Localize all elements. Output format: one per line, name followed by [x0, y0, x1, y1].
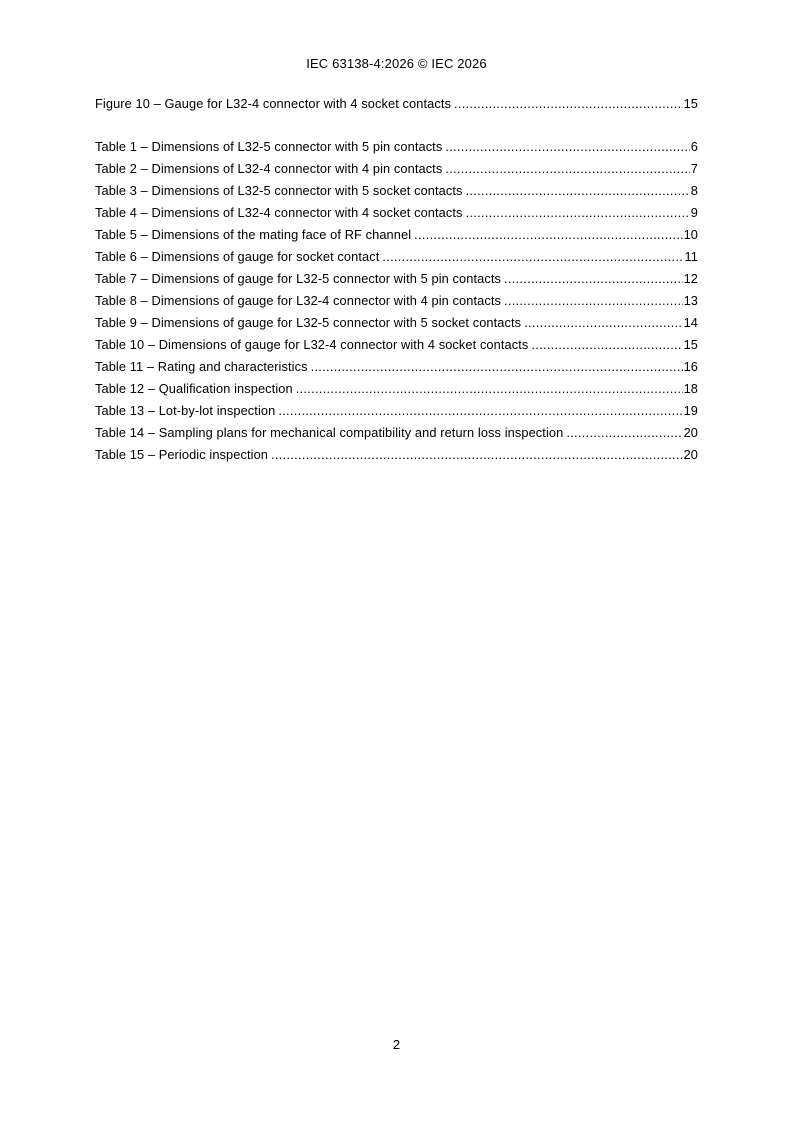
toc-entry-label: Table 11 – Rating and characteristics [95, 359, 308, 374]
dot-leader [566, 422, 682, 444]
toc-entry-label: Table 3 – Dimensions of L32-5 connector with 5 socket contacts [95, 183, 463, 198]
toc-entry-label: Table 4 – Dimensions of L32-4 connector with 4 socket contacts [95, 205, 463, 220]
toc-entry-table-3[interactable] [95, 180, 698, 202]
toc-entry-table-5[interactable] [95, 224, 698, 246]
toc-entry-page: 20 [683, 425, 698, 440]
toc-entry-page: 19 [683, 403, 698, 418]
toc-entry-table-8[interactable] [95, 290, 698, 312]
toc-entry-page: 14 [683, 315, 698, 330]
toc-entry-page: 9 [690, 205, 698, 220]
dot-leader [382, 246, 683, 268]
toc-entry-table-10[interactable] [95, 334, 698, 356]
toc-entry-label: Table 9 – Dimensions of gauge for L32-5 connector with 5 socket contacts [95, 315, 522, 330]
toc-entry-page: 15 [683, 337, 698, 352]
page-number: 2 [392, 1037, 401, 1052]
toc-entry-page: 15 [683, 96, 698, 111]
dot-leader [466, 180, 690, 202]
page-header: IEC 63138-4:2026 © IEC 2026 [306, 56, 487, 71]
toc-entry-table-14[interactable] [95, 422, 698, 444]
toc-entry-label: Table 1 – Dimensions of L32-5 connector with 5 pin contacts [95, 139, 443, 154]
toc-entry-page: 18 [683, 381, 698, 396]
toc-entry-page: 20 [683, 447, 698, 462]
dot-leader [445, 158, 689, 180]
dot-leader [271, 444, 683, 466]
toc-entry-label: Table 10 – Dimensions of gauge for L32-4 connector with 4 socket contacts [95, 337, 529, 352]
toc-entry-label: Table 8 – Dimensions of gauge for L32-4 connector with 4 pin contacts [95, 293, 501, 308]
toc-entry-page: 8 [690, 183, 698, 198]
toc-entry-table-6[interactable] [95, 246, 698, 268]
toc-entry-figure-10[interactable] [95, 93, 698, 115]
toc-entry-table-9[interactable] [95, 312, 698, 334]
dot-leader [311, 356, 683, 378]
toc-entry-label: Table 12 – Qualification inspection [95, 381, 293, 396]
toc-entry-label: Table 5 – Dimensions of the mating face of RF channel [95, 227, 412, 242]
dot-leader [504, 290, 683, 312]
toc-entry-page: 7 [690, 161, 698, 176]
toc-entry-table-15[interactable] [95, 444, 698, 466]
toc-entry-table-12[interactable] [95, 378, 698, 400]
toc-entry-page: 11 [684, 249, 698, 264]
toc-entry-table-7[interactable] [95, 268, 698, 290]
dot-leader [296, 378, 683, 400]
toc-entry-table-1[interactable] [95, 136, 698, 158]
toc-entry-label: Figure 10 – Gauge for L32-4 connector with 4 socket contacts [95, 96, 451, 111]
toc-entry-label: Table 13 – Lot-by-lot inspection [95, 403, 276, 418]
dot-leader [414, 224, 682, 246]
dot-leader [504, 268, 683, 290]
dot-leader [524, 312, 682, 334]
dot-leader [466, 202, 690, 224]
toc-entry-table-2[interactable] [95, 158, 698, 180]
dot-leader [531, 334, 682, 356]
toc-entry-table-11[interactable] [95, 356, 698, 378]
toc-entry-table-4[interactable] [95, 202, 698, 224]
toc-entry-label: Table 2 – Dimensions of L32-4 connector with 4 pin contacts [95, 161, 443, 176]
toc-entry-page: 13 [683, 293, 698, 308]
toc-entry-page: 6 [690, 139, 698, 154]
toc-entry-label: Table 15 – Periodic inspection [95, 447, 269, 462]
toc-entry-label: Table 6 – Dimensions of gauge for socket contact [95, 249, 380, 264]
table-of-contents [95, 93, 698, 466]
toc-entry-page: 10 [683, 227, 698, 242]
dot-leader [278, 400, 682, 422]
list-of-tables [95, 136, 698, 466]
toc-entry-page: 12 [683, 271, 698, 286]
list-of-figures [95, 93, 698, 115]
toc-entry-page: 16 [683, 359, 698, 374]
toc-entry-label: Table 7 – Dimensions of gauge for L32-5 connector with 5 pin contacts [95, 271, 501, 286]
toc-entry-table-13[interactable] [95, 400, 698, 422]
toc-entry-label: Table 14 – Sampling plans for mechanical compatibility and return loss inspection [95, 425, 564, 440]
dot-leader [454, 93, 683, 115]
dot-leader [445, 136, 689, 158]
